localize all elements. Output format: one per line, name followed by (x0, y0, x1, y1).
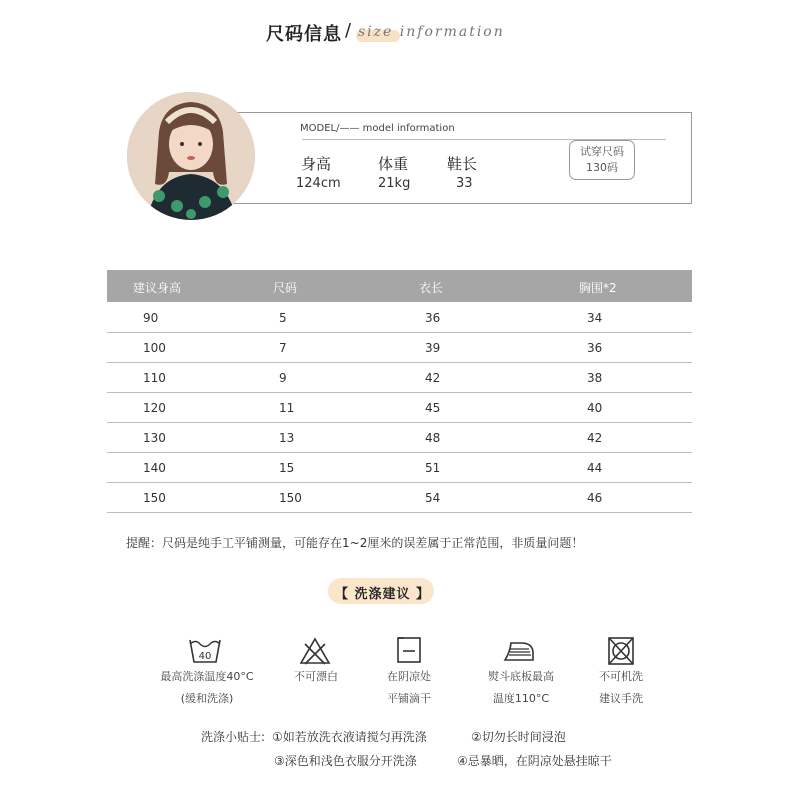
cell-size: 9 (279, 371, 287, 385)
cell-chest: 36 (587, 341, 603, 355)
iron-110-icon (502, 636, 536, 666)
shoe-key: 鞋长 (447, 155, 478, 173)
cell-length: 36 (425, 311, 441, 325)
tips-label: 洗涤小贴士: (201, 730, 266, 744)
iron-line2: 温度110°C (492, 692, 550, 705)
model-label: MODEL/—— model information (300, 123, 455, 134)
try-size-label: 试穿尺码 (580, 145, 624, 158)
no-machine-line1: 不可机洗 (599, 670, 643, 683)
cell-size: 15 (279, 461, 295, 475)
model-photo-illustration (127, 92, 255, 220)
page-title: 尺码信息 (266, 24, 342, 45)
try-size-badge (569, 140, 635, 180)
no-bleach-icon (298, 636, 332, 666)
cell-height: 110 (143, 371, 166, 385)
cell-length: 42 (425, 371, 441, 385)
header-chest: 胸围*2 (579, 281, 617, 295)
tip-4: ④忌暴晒，在阴凉处悬挂晾干 (457, 754, 612, 768)
cell-size: 150 (279, 491, 302, 505)
dry-flat-line1: 在阴凉处 (387, 670, 431, 683)
table-row (107, 452, 692, 483)
weight-value: 21kg (378, 176, 411, 191)
cell-size: 11 (279, 401, 295, 415)
wash-section-title: 【 洗涤建议 】 (335, 587, 431, 602)
header-length: 衣长 (419, 281, 444, 295)
table-row (107, 392, 692, 423)
cell-height: 120 (143, 401, 166, 415)
table-row (107, 302, 692, 333)
weight-key: 体重 (378, 155, 409, 173)
tip-2: ②切勿长时间浸泡 (471, 730, 566, 744)
wash-40-line2: (缓和洗涤) (180, 692, 234, 705)
table-row (107, 332, 692, 363)
no-bleach-line1: 不可漂白 (294, 670, 338, 683)
dry-flat-line2: 平铺滴干 (387, 692, 431, 705)
table-row (107, 422, 692, 453)
shoe-value: 33 (456, 176, 473, 191)
cell-height: 140 (143, 461, 166, 475)
cell-length: 51 (425, 461, 441, 475)
cell-chest: 44 (587, 461, 603, 475)
tip-3: ③深色和浅色衣服分开洗涤 (274, 754, 417, 768)
dry-flat-caption (370, 666, 448, 710)
cell-height: 150 (143, 491, 166, 505)
cell-height: 130 (143, 431, 166, 445)
cell-size: 13 (279, 431, 295, 445)
try-size-value: 130码 (586, 161, 618, 174)
cell-chest: 34 (587, 311, 603, 325)
no-machine-caption (584, 666, 658, 710)
table-row (107, 362, 692, 393)
wash-temp-text: 40 (198, 651, 212, 662)
cell-chest: 40 (587, 401, 603, 415)
dry-flat-shade-icon (392, 636, 426, 666)
cell-height: 90 (143, 311, 159, 325)
cell-chest: 42 (587, 431, 603, 445)
table-row (107, 482, 692, 513)
cell-height: 100 (143, 341, 166, 355)
iron-caption (476, 666, 566, 710)
height-key: 身高 (301, 155, 332, 173)
page-subtitle-en: size information (358, 24, 505, 40)
no-machine-line2: 建议手洗 (599, 692, 643, 705)
cell-size: 7 (279, 341, 287, 355)
cell-size: 5 (279, 311, 287, 325)
iron-line1: 熨斗底板最高 (488, 670, 554, 683)
wash-40-caption (150, 666, 264, 710)
cell-length: 48 (425, 431, 441, 445)
cell-length: 45 (425, 401, 441, 415)
no-bleach-caption (280, 666, 352, 688)
height-value: 124cm (296, 176, 341, 191)
measurement-note: 提醒：尺码是纯手工平铺测量，可能存在1~2厘米的误差属于正常范围，非质量问题！ (126, 536, 584, 550)
model-photo (127, 92, 255, 220)
wash-40-line1: 最高洗涤温度40°C (160, 670, 254, 683)
cell-length: 39 (425, 341, 441, 355)
size-table-header (107, 270, 692, 302)
title-slash: / (345, 20, 352, 41)
header-suggested-height: 建议身高 (133, 281, 182, 295)
tip-1: ①如若放洗衣液请搅匀再洗涤 (272, 730, 427, 744)
no-machine-wash-icon (604, 636, 638, 666)
header-size: 尺码 (273, 281, 298, 295)
wash-40-icon (188, 636, 222, 666)
cell-chest: 38 (587, 371, 603, 385)
cell-length: 54 (425, 491, 441, 505)
cell-chest: 46 (587, 491, 603, 505)
